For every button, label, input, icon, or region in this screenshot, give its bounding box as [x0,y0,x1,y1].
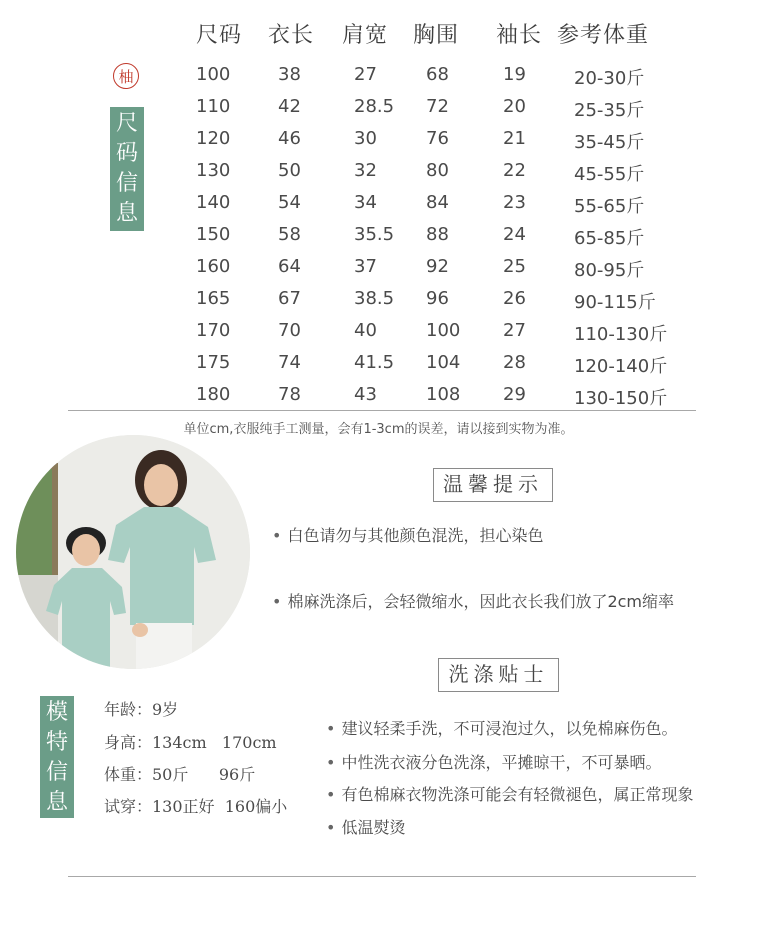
model-age: 年龄：9岁 [104,700,179,719]
table-cell: 120 [196,128,231,149]
size-info-label-char: 息 [115,201,138,226]
table-cell: 72 [426,96,449,117]
model-info-label-char: 模 [45,700,68,725]
header-sleeve: 袖长 [496,23,543,48]
table-cell: 19 [503,64,526,85]
model-photo [16,435,250,669]
table-cell: 90-115斤 [574,292,656,313]
divider [68,410,696,411]
warm-tip-text: 棉麻洗涤后，会轻微缩水，因此衣长我们放了2cm缩率 [287,592,675,611]
table-cell: 104 [426,352,461,373]
table-cell: 100 [196,64,231,85]
table-cell: 68 [426,64,449,85]
table-cell: 34 [354,192,377,213]
wash-tip-item: • 建议轻柔手洗，不可浸泡过久，以免棉麻伤色。 [326,719,678,738]
table-cell: 180 [196,384,231,405]
table-cell: 67 [278,288,301,309]
model-fit: 试穿：130正好 160偏小 [104,797,288,816]
table-cell: 65-85斤 [574,228,645,249]
table-cell: 27 [503,320,526,341]
wash-tip-text: 低温熨烫 [341,818,406,837]
measurement-note: 单位cm,衣服纯手工测量，会有1-3cm的误差，请以接到实物为准。 [183,422,574,437]
table-cell: 25 [503,256,526,277]
table-cell: 35-45斤 [574,132,645,153]
table-cell: 42 [278,96,301,117]
table-cell: 78 [278,384,301,405]
size-info-label-char: 信 [115,171,138,196]
warm-tip-item: • 棉麻洗涤后，会轻微缩水，因此衣长我们放了2cm缩率 [272,592,675,611]
size-info-label-char: 码 [115,141,138,166]
model-info-label [40,696,74,818]
header-shoulder: 肩宽 [342,23,389,48]
wash-tip-text: 有色棉麻衣物洗涤可能会有轻微褪色，属正常现象 [341,785,694,804]
table-cell: 55-65斤 [574,196,645,217]
model-info-label-char: 信 [45,760,68,785]
table-cell: 108 [426,384,461,405]
table-cell: 37 [354,256,377,277]
bottom-divider [68,876,696,877]
warm-tips-title: 温馨提示 [433,468,553,502]
table-cell: 110 [196,96,231,117]
model-weight: 体重：50斤 96斤 [104,765,256,784]
header-weight: 参考体重 [557,23,650,48]
table-cell: 120-140斤 [574,356,668,377]
table-cell: 88 [426,224,449,245]
table-cell: 22 [503,160,526,181]
table-cell: 26 [503,288,526,309]
table-cell: 27 [354,64,377,85]
table-cell: 64 [278,256,301,277]
table-cell: 38.5 [354,288,395,309]
table-cell: 150 [196,224,231,245]
table-cell: 140 [196,192,231,213]
header-length: 衣长 [268,23,315,48]
table-cell: 54 [278,192,301,213]
table-cell: 23 [503,192,526,213]
table-cell: 74 [278,352,301,373]
table-cell: 20-30斤 [574,68,645,89]
table-cell: 80-95斤 [574,260,645,281]
wash-tip-item: • 有色棉麻衣物洗涤可能会有轻微褪色，属正常现象 [326,785,694,804]
table-cell: 46 [278,128,301,149]
table-cell: 160 [196,256,231,277]
brand-seal: 柚 [113,63,139,89]
table-cell: 84 [426,192,449,213]
table-cell: 110-130斤 [574,324,668,345]
table-cell: 175 [196,352,231,373]
wash-tip-item: • 低温熨烫 [326,818,406,837]
table-cell: 28 [503,352,526,373]
table-cell: 50 [278,160,301,181]
wash-tip-text: 建议轻柔手洗，不可浸泡过久，以免棉麻伤色。 [341,719,678,738]
table-cell: 41.5 [354,352,395,373]
size-info-label [110,107,144,231]
model-info-label-char: 特 [45,730,68,755]
model-info-label-char: 息 [45,790,68,815]
warm-tip-text: 白色请勿与其他颜色混洗，担心染色 [287,526,544,545]
warm-tip-item: • 白色请勿与其他颜色混洗，担心染色 [272,526,544,545]
table-cell: 100 [426,320,461,341]
table-cell: 170 [196,320,231,341]
table-cell: 32 [354,160,377,181]
header-size: 尺码 [196,23,243,48]
table-cell: 130 [196,160,231,181]
table-cell: 35.5 [354,224,395,245]
wash-tip-text: 中性洗衣液分色洗涤，平摊晾干，不可暴晒。 [341,753,662,772]
table-cell: 43 [354,384,377,405]
table-cell: 96 [426,288,449,309]
table-cell: 70 [278,320,301,341]
table-cell: 38 [278,64,301,85]
table-cell: 165 [196,288,231,309]
table-cell: 29 [503,384,526,405]
size-info-label-char: 尺 [115,111,138,136]
table-cell: 25-35斤 [574,100,645,121]
table-cell: 130-150斤 [574,388,668,409]
table-cell: 28.5 [354,96,395,117]
table-cell: 92 [426,256,449,277]
table-cell: 30 [354,128,377,149]
table-cell: 45-55斤 [574,164,645,185]
wash-tips-title: 洗涤贴士 [438,658,559,692]
model-height: 身高：134cm 170cm [104,733,277,752]
table-cell: 20 [503,96,526,117]
table-cell: 21 [503,128,526,149]
table-cell: 76 [426,128,449,149]
header-chest: 胸围 [413,23,460,48]
table-cell: 80 [426,160,449,181]
table-cell: 24 [503,224,526,245]
table-cell: 40 [354,320,377,341]
wash-tip-item: • 中性洗衣液分色洗涤，平摊晾干，不可暴晒。 [326,753,662,772]
table-cell: 58 [278,224,301,245]
